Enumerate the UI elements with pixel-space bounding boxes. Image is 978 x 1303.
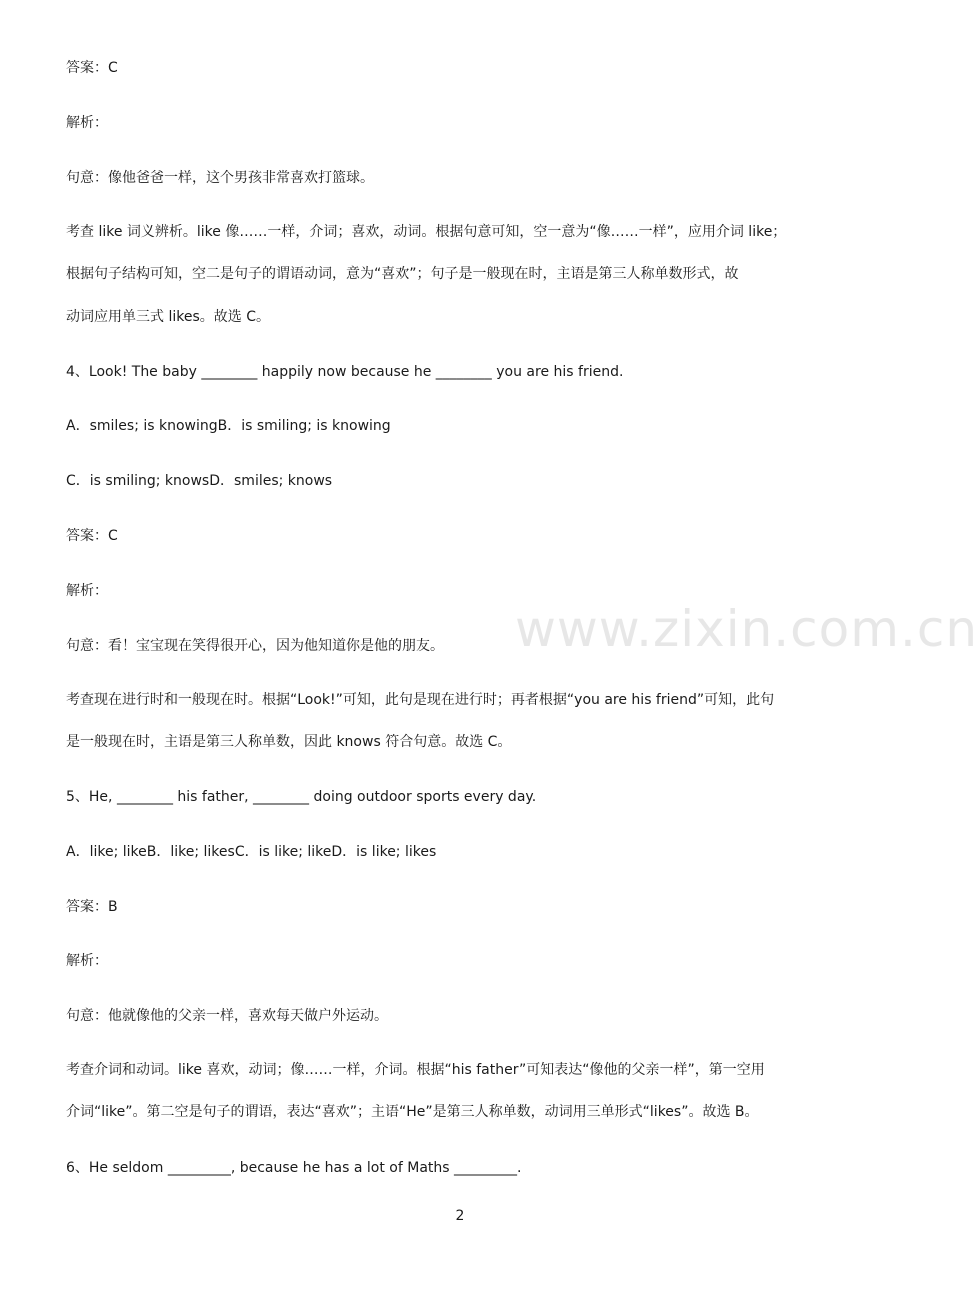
q4-analysis-label: 解析：	[66, 583, 108, 599]
q4-options-2: C．is smiling; knowsD．smiles; knows	[66, 473, 333, 489]
q4-explain-line-2: 是一般现在时，主语是第三人称单数，因此 knows 符合句意。故选 C。	[66, 734, 512, 750]
page-number: 2	[455, 1208, 465, 1224]
q4-explain-line-1: 考查现在进行时和一般现在时。根据“Look!”可知，此句是现在进行时；再者根据“you are his friend”可知，此句	[66, 692, 775, 708]
q3-analysis-label: 解析：	[66, 115, 108, 131]
q3-explain-line-1: 考查 like 词义辨析。like 像……一样，介词；喜欢，动词。根据句意可知，空一意为“像……一样”，应用介词 like；	[66, 224, 787, 240]
q3-answer: 答案：C	[66, 60, 118, 76]
q5-explain-line-1: 考查介词和动词。like 喜欢，动词；像……一样，介词。根据“his father”可知表达“像他的父亲一样”，第一空用	[66, 1062, 765, 1078]
q3-explain-line-2: 根据句子结构可知，空二是句子的谓语动词，意为“喜欢”；句子是一般现在时，主语是第三人称单数形式，故	[66, 266, 739, 282]
q5-meaning: 句意：他就像他的父亲一样，喜欢每天做户外运动。	[66, 1008, 388, 1024]
q3-explain-line-3: 动词应用单三式 likes。故选 C。	[66, 309, 270, 325]
q4-question: 4、Look! The baby ________ happily now because he ________ you are his friend.	[66, 364, 624, 380]
q5-analysis-label: 解析：	[66, 953, 108, 969]
q5-answer: 答案：B	[66, 899, 118, 915]
q6-question: 6、He seldom _________, because he has a lot of Maths _________.	[66, 1160, 522, 1176]
q5-explain-line-2: 介词“like”。第二空是句子的谓语，表达“喜欢”；主语“He”是第三人称单数，动词用三单形式“likes”。故选 B。	[66, 1104, 759, 1120]
q4-meaning: 句意：看！宝宝现在笑得很开心，因为他知道你是他的朋友。	[66, 638, 444, 654]
q5-options: A．like; likeB．like; likesC．is like; likeD．is like; likes	[66, 844, 437, 860]
q3-meaning: 句意：像他爸爸一样，这个男孩非常喜欢打篮球。	[66, 170, 374, 186]
q5-question: 5、He, ________ his father, ________ doing outdoor sports every day.	[66, 789, 537, 805]
q4-options-1: A．smiles; is knowingB．is smiling; is knowing	[66, 418, 391, 434]
q4-answer: 答案：C	[66, 528, 118, 544]
watermark: www.zixin.com.cn	[515, 600, 978, 658]
